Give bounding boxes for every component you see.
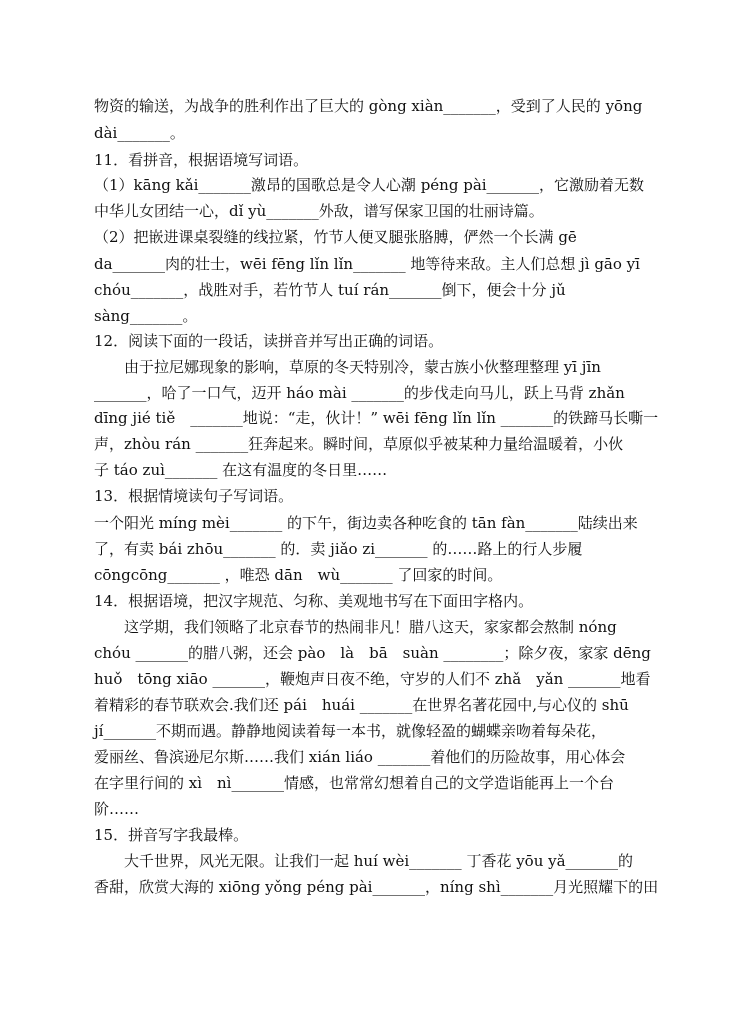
text-line: 声，zhòu rán _______狂奔起来。瞬时间，草原似乎被某种力量给温暖着，小伙 [94,435,624,453]
text-line: 大千世界，风光无限。让我们一起 huí wèi_______ 丁香花 yōu yǎ_______的 [94,852,634,870]
question-heading: 14．根据语境，把汉字规范、匀称、美观地书写在下面田字格内。 [94,592,534,610]
text-line: 阶…… [94,800,140,818]
text-line: （2）把嵌进课桌裂缝的线拉紧，竹节人便叉腿张胳膊，俨然一个长满 gē [94,228,577,246]
text-line: jí_______不期而遇。静静地阅读着每一本书，就像轻盈的蝴蝶亲吻着每朵花， [94,722,606,740]
text-line: dīng jié tiě _______地说：“走，伙计！” wēi fēng lǐn lǐn _______的铁蹄马长嘶一 [94,409,659,427]
question-heading: 11．看拼音，根据语境写词语。 [94,151,309,169]
question-heading: 12．阅读下面的一段话，读拼音并写出正确的词语。 [94,332,444,350]
text-line: dài_______。 [94,124,185,142]
text-line: 中华儿女团结一心，dǐ yù_______外敌，谱写保家卫国的壮丽诗篇。 [94,202,544,220]
text-line: 香甜，欣赏大海的 xiōng yǒng péng pài_______，níng shì_______月光照耀下的田 [94,878,659,896]
text-line: 一个阳光 míng mèi_______ 的下午，街边卖各种吃食的 tān fàn_______陆续出来 [94,514,638,532]
text-line: 了，有卖 bái zhōu_______ 的．卖 jiǎo zi_______ 的……路上的行人步履 [94,540,583,558]
text-line: 着精彩的春节联欢会.我们还 pái huái _______在世界名著花园中,与心仪的 shū [94,696,629,714]
text-line: _______，哈了一口气，迈开 háo mài _______的步伐走向马儿，跃上马背 zhǎn [94,384,625,402]
question-heading: 13．根据情境读句子写词语。 [94,487,294,505]
text-line: 由于拉尼娜现象的影响，草原的冬天特别冷，蒙古族小伙整理整理 yī jīn [94,358,601,376]
text-line: 这学期，我们领略了北京春节的热闹非凡！腊八这天，家家都会熬制 nóng [94,618,617,636]
text-line: chóu_______，战胜对手，若竹节人 tuí rán_______倒下，便会十分 jǔ [94,281,566,299]
text-line: chóu _______的腊八粥，还会 pào là bā suàn ________；除夕夜，家家 dēng [94,644,651,662]
text-line: da_______肉的壮士，wēi fēng lǐn lǐn_______ 地等待来敌。主人们总想 jì gāo yī [94,255,640,273]
text-line: 物资的输送，为战争的胜利作出了巨大的 gòng xiàn_______，受到了人民的 yōng [94,97,643,115]
text-line: 在字里行间的 xì nì_______情感，也常常幻想着自己的文学造诣能再上一个台 [94,774,614,792]
text-line: 爱丽丝、鲁滨逊尼尔斯……我们 xián liáo _______着他们的历险故事，用心体会 [94,748,626,766]
text-line: （1）kāng kǎi_______激昂的国歌总是令人心潮 péng pài_______，它激励着无数 [94,176,645,194]
text-line: cōngcōng_______ ，唯恐 dān wù_______ 了回家的时间。 [94,566,503,584]
text-line: 子 táo zuì_______ 在这有温度的冬日里…… [94,461,388,479]
text-line: sàng_______。 [94,307,198,325]
text-line: huǒ tōng xiāo _______，鞭炮声日夜不绝，守岁的人们不 zhǎ yǎn _______地看 [94,670,651,688]
question-heading: 15．拼音写字我最棒。 [94,826,249,844]
